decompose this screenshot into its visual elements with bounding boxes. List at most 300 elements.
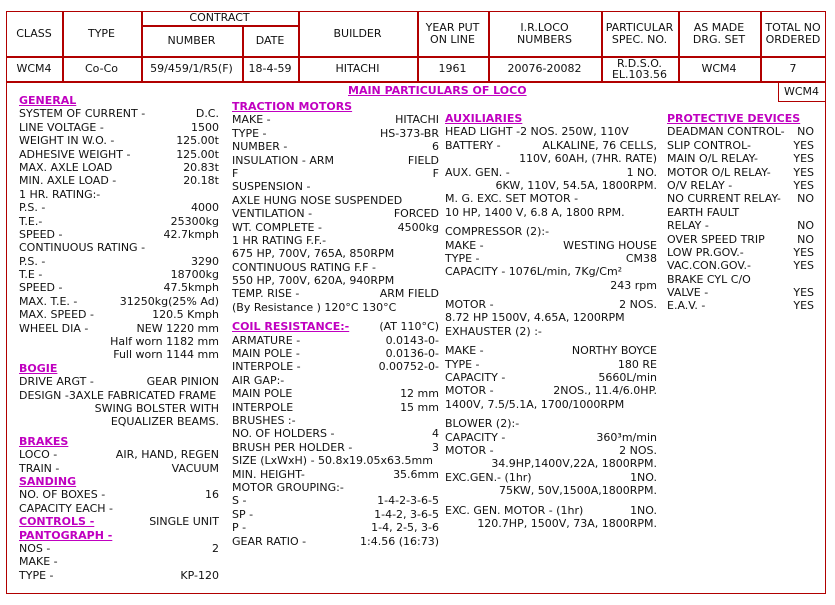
spec-label: NOS - [19,541,51,555]
spec-value: YES [793,178,814,192]
column-general [19,94,219,582]
spec-row [667,299,814,312]
section-heading: AUXILIARIES [445,112,523,125]
total-value: 7 [789,61,797,75]
spec-label: VAC.CON.GOV.- [667,259,751,273]
spec-row [19,402,219,415]
spec-label: CONTINUOUS RATING - [19,241,146,255]
column-traction-motors [232,100,439,548]
spec-row [19,389,219,402]
spec-row [19,228,219,241]
spec-row [19,475,219,488]
spec-row [667,219,814,232]
column-auxiliaries [445,112,657,530]
section-heading: GENERAL [19,94,77,107]
spec-value: AIR, HAND, REGEN [115,448,219,462]
spec-label: BRAKE CYL C/O [667,272,751,286]
spec-row [232,320,439,333]
spec-row [232,454,439,467]
spec-value: YES [793,259,814,273]
spec-row [19,121,219,134]
spec-label: MAIN POLE - [232,347,300,361]
spec-label: S - [232,494,247,508]
spec-label: INTERPOLE - [232,360,301,374]
spec-row [232,481,439,494]
spec-label: TYPE - [232,126,267,140]
spec-row [445,325,657,338]
spec-row [19,555,219,568]
spec-value: 1NO. [630,503,657,517]
section-heading: PANTOGRAPH - [19,528,113,542]
spec-row [667,259,814,272]
spec-value: 0.00752-0- [378,360,439,374]
spec-label: AUX. GEN. - [445,165,510,179]
spec-label: MIN. AXLE LOAD - [19,174,117,188]
spec-row [232,221,439,234]
spec-value: 2 NOS. [619,443,657,457]
spec-value: NO [797,125,814,139]
spec-label: AXLE HUNG NOSE SUSPENDED [232,193,403,207]
section-heading: TRACTION MOTORS [232,100,353,113]
spec-row [445,139,657,152]
spec-row [232,261,439,274]
spec-value: 0.0136-0- [385,347,439,361]
spec-label: EARTH FAULT [667,205,740,219]
spec-value: 15 mm [400,400,439,414]
spec-label: CAPACITY - [445,371,506,385]
spec-row [232,247,439,260]
spec-value: VACUUM [171,461,219,475]
spec-value: 1-4-2, 3-6-5 [374,507,439,521]
spec-row [19,488,219,501]
spec-row [19,335,219,348]
spec-row [232,360,439,373]
spec-value: F [432,166,439,180]
spec-row [667,179,814,192]
spec-label: HEAD LIGHT -2 NOS. 250W, 110V [445,125,629,139]
spec-row [19,362,219,375]
spec-value: KP-120 [180,568,219,582]
spec-label: GEAR RATIO - [232,534,307,548]
spec-label: DESIGN -3AXLE FABRICATED FRAME [19,388,217,402]
spec-value: 1-4-2-3-6-5 [377,494,439,508]
spec-row [445,279,657,292]
spec-value: 4000 [191,201,219,215]
spec-label: MOTOR O/L RELAY- [667,165,771,179]
spec-label: CAPACITY - [445,430,506,444]
spec-row [232,387,439,400]
spec-label: 1 HR. RATING:- [19,187,101,201]
spec-value: 20.83t [183,160,219,174]
spec-label: P.S. - [19,201,46,215]
spec-row [19,529,219,542]
spec-value: (AT 110°C) [379,320,439,334]
spec-value: 125.00t [176,147,219,161]
spec-label: T.E.- [19,214,43,228]
spec-row [667,192,814,205]
spec-label: INTERPOLE [232,400,294,414]
spec-value: CM38 [625,251,657,265]
spec-label: SIZE (LxWxH) - 50.8x19.05x63.5mm [232,454,433,468]
spec-value: YES [793,165,814,179]
spec-label: O/V RELAY - [667,178,733,192]
spec-value: NORTHY BOYCE [571,344,657,358]
spec-value: HS-373-BR [380,126,439,140]
spec-row [445,444,657,457]
spec-label: VALVE - [667,286,709,300]
spec-label: COMPRESSOR (2):- [445,225,550,239]
spec-label: ADHESIVE WEIGHT - [19,147,131,161]
spec-value: 42.7kmph [163,227,219,241]
spec-row [19,161,219,174]
number-value: 59/459/1/R5(F) [150,61,233,75]
spec-row [445,239,657,252]
spec-row [232,100,439,113]
spec-row [232,521,439,534]
builder-label: BUILDER [333,26,382,40]
spec-label: WT. COMPLETE - [232,220,322,234]
spec-label: SPEED - [19,281,63,295]
spec-value: GEAR PINION [146,375,219,389]
number-label: NUMBER [167,33,216,47]
spec-row [19,462,219,475]
spec-row [445,125,657,138]
spec-row [667,125,814,138]
spec-value: YES [793,138,814,152]
spec-value: 1NO. [630,470,657,484]
spec-label: NO CURRENT RELAY- [667,192,781,206]
spec-label: E.A.V. - [667,299,706,313]
spec-row [232,287,439,300]
spec-label: 8.72 HP 1500V, 4.65A, 1200RPM [445,311,625,325]
spec-label: AIR GAP:- [232,373,285,387]
spec-label: P.S. - [19,254,46,268]
drg-label: AS MADE DRG. SET [692,20,746,46]
spec-label: TYPE - [19,568,54,582]
spec-value: 6 [432,140,439,154]
spec-label: WEIGHT IN W.O. - [19,134,115,148]
spec-label: CAPACITY - 1076L/min, 7Kg/Cm² [445,265,623,279]
spec-row [445,112,657,125]
spec-row [667,112,814,125]
spec-label: P - [232,521,247,535]
spec-row [19,174,219,187]
section-heading: CONTROLS - [19,515,95,529]
type-value: Co-Co [85,61,118,75]
main-title: MAIN PARTICULARS OF LOCO [348,84,527,97]
spec-value: 125.00t [176,134,219,148]
spec-row [445,417,657,430]
spec-label: LINE VOLTAGE - [19,120,104,134]
spec-row [667,246,814,259]
spec-label: MAIN POLE [232,387,293,401]
spec-row [232,347,439,360]
spec-value: 47.5kmph [163,281,219,295]
spec-value: 1-4, 2-5, 3-6 [371,521,439,535]
spec-label: 1 HR RATING F.F.- [232,233,327,247]
spec-row [232,427,439,440]
spec-label: BRUSH PER HOLDER - [232,440,353,454]
spec-label: MAKE - [445,344,484,358]
spec-value: SINGLE UNIT [149,515,219,529]
spec-label: WHEEL DIA - [19,321,89,335]
spec-row [232,140,439,153]
spec-value: YES [793,245,814,259]
type-label: TYPE [87,26,116,40]
spec-row [445,431,657,444]
spec-row [19,375,219,388]
spec-row [19,542,219,555]
spec-row [19,134,219,147]
spec-label: ARMATURE - [232,333,301,347]
spec-row [19,107,219,120]
spec-label: BLOWER (2):- [445,417,520,431]
class-tag: WCM4 [784,85,820,98]
spec-label: MOTOR - [445,298,494,312]
spec-label: MAKE - [19,555,58,569]
spec-row [232,301,439,314]
spec-value: 5660L/min [598,371,657,385]
spec-row [667,152,814,165]
spec-value: Full worn 1144 mm [113,348,219,362]
spec-row [19,281,219,294]
spec-label: VENTILATION - [232,207,313,221]
spec-row [445,484,657,497]
spec-row [445,166,657,179]
spec-label: 675 HP, 700V, 765A, 850RPM [232,247,395,261]
year-value: 1961 [438,61,467,75]
class-value: WCM4 [16,61,52,75]
spec-label: (By Resistance ) 120°C 130°C [232,300,397,314]
spec-label: DRIVE ARGT - [19,375,94,389]
spec-value: 34.9HP,1400V,22A, 1800RPM. [491,457,657,471]
spec-label: 550 HP, 700V, 620A, 940RPM [232,274,395,288]
spec-label: SYSTEM OF CURRENT - [19,107,146,121]
spec-value: 6KW, 110V, 54.5A, 1800RPM. [495,178,657,192]
spec-value: WESTING HOUSE [563,238,657,252]
spec-row [445,358,657,371]
spec-value: 20.18t [183,174,219,188]
spec-row [232,113,439,126]
spec-value: R.D.S.O. EL.103.56 [611,56,668,81]
spec-label: OVER SPEED TRIP [667,232,765,246]
spec-row [19,435,219,448]
spec-row [445,192,657,205]
total-label: TOTAL NO ORDERED [765,20,821,46]
spec-value: HITACHI [395,113,439,127]
spec-value: D.C. [195,107,219,121]
spec-label: T.E - [19,268,43,282]
spec-label: BRUSHES :- [232,413,296,427]
spec-row [445,384,657,397]
spec-row [19,215,219,228]
spec-value: 16 [205,488,219,502]
date-value: 18-4-59 [248,61,292,75]
spec-value: 0.0143-0- [385,333,439,347]
spec-row [667,166,814,179]
spec-label: NO. OF HOLDERS - [232,427,335,441]
section-heading: BOGIE [19,361,58,375]
spec-label: INSULATION - ARM [232,153,335,167]
spec-value: SWING BOLSTER WITH [94,401,219,415]
spec-row [19,308,219,321]
spec-row [19,255,219,268]
spec-label: MOTOR - [445,384,494,398]
spec-label: BATTERY - [445,138,501,152]
spec-label: EXHAUSTER (2) :- [445,324,542,338]
spec-value: NO [797,219,814,233]
spec-value: 4 [432,427,439,441]
spec-row [19,241,219,254]
spec-value: ALKALINE, 76 CELLS, [542,138,657,152]
header-bottom [6,81,826,83]
spec-label: MAX. SPEED - [19,308,94,322]
spec-value: 1:4.56 (16:73) [360,534,439,548]
spec-row [19,94,219,107]
spec-row [19,322,219,335]
spec-row [19,188,219,201]
spec-label: F [232,166,239,180]
spec-row [19,295,219,308]
spec-label: TYPE - [445,357,480,371]
spec-label: TYPE - [445,251,480,265]
spec-value: Half worn 1182 mm [110,335,219,349]
section-heading: COIL RESISTANCE:- [232,320,350,334]
spec-value: YES [793,152,814,166]
spec-row [445,457,657,470]
spec-value: 1500 [191,120,219,134]
spec-label: RELAY - [667,219,709,233]
spec-value: 2 [212,541,219,555]
spec-label: MAKE - [232,113,271,127]
spec-row [232,194,439,207]
spec-label: MAIN O/L RELAY- [667,152,759,166]
spec-label: MIN. HEIGHT- [232,467,305,481]
spec-row [445,371,657,384]
spec-row [445,152,657,165]
drg-value: WCM4 [701,61,737,75]
spec-value: FIELD [407,153,439,167]
spec-value: NO [797,232,814,246]
spec-label: PARTICULAR SPEC. NO. [605,20,674,46]
spec-row [232,414,439,427]
spec-label: MAX. T.E. - [19,294,78,308]
spec-value: 25300kg [170,214,219,228]
spec-value: YES [793,286,814,300]
spec-row [445,298,657,311]
spec-value: 243 rpm [610,278,657,292]
spec-value: 3290 [191,254,219,268]
section-heading: BRAKES [19,434,69,448]
spec-label: MAKE - [445,238,484,252]
spec-row [232,334,439,347]
spec-value: ARM FIELD [379,287,439,301]
spec-value: 4500kg [397,220,439,234]
spec-value: NO [797,192,814,206]
spec-row [232,127,439,140]
spec-label: NUMBER - [232,140,288,154]
spec-row [445,517,657,530]
spec-row [232,494,439,507]
loco-label: I.R.LOCO NUMBERS [517,20,572,46]
spec-label: MAX. AXLE LOAD [19,160,113,174]
spec-row [232,154,439,167]
spec-row [232,508,439,521]
spec-label: DEADMAN CONTROL- [667,125,785,139]
spec-value: YES [793,299,814,313]
spec-row [667,286,814,299]
spec-row [232,401,439,414]
spec-row [19,415,219,428]
spec-value: 2NOS., 11.4/6.0HP. [553,384,657,398]
contract-label: CONTRACT [189,11,250,24]
spec-label: SLIP CONTROL- [667,138,751,152]
spec-value: 110V, 60AH, (7HR. RATE) [519,152,657,166]
spec-row [445,206,657,219]
spec-label: 10 HP, 1400 V, 6.8 A, 1800 RPM. [445,205,625,219]
spec-label: M. G. EXC. SET MOTOR - [445,192,579,206]
spec-label: LOCO - [19,448,58,462]
spec-label: CAPACITY EACH - [19,501,114,515]
spec-row [19,201,219,214]
spec-row [19,515,219,528]
spec-row [445,344,657,357]
spec-value: 180 RE [617,357,657,371]
spec-value: 35.6mm [393,467,439,481]
spec-row [445,471,657,484]
spec-value: 2 NOS. [619,298,657,312]
loco-value: 20076-20082 [507,61,582,75]
spec-row [19,502,219,515]
spec-label: MOTOR - [445,443,494,457]
header-table [6,11,826,82]
spec-label: LOW PR.GOV.- [667,245,744,259]
spec-label: EXC.GEN.- (1hr) [445,470,532,484]
spec-row [232,535,439,548]
spec-row [232,234,439,247]
spec-label: SUSPENSION - [232,180,311,194]
spec-row [19,448,219,461]
class-label: CLASS [16,26,52,40]
class-tag-box [778,82,826,102]
section-heading: PROTECTIVE DEVICES [667,112,801,125]
spec-value: 120.7HP, 1500V, 73A, 1800RPM. [477,516,657,530]
spec-row [667,139,814,152]
spec-label: SPEED - [19,227,63,241]
column-protective-devices [667,112,814,313]
spec-label: TEMP. RISE - [232,287,300,301]
spec-value: 360³m/min [596,430,657,444]
spec-row [232,468,439,481]
spec-row [19,348,219,361]
spec-row [667,273,814,286]
spec-row [232,167,439,180]
spec-label: TRAIN - [19,461,60,475]
spec-row [445,504,657,517]
spec-row [445,398,657,411]
spec-row [445,225,657,238]
spec-label: SP - [232,507,254,521]
spec-value: 18700kg [170,268,219,282]
spec-row [445,311,657,324]
spec-row [445,252,657,265]
date-label: DATE [255,33,285,47]
spec-value: 120.5 Kmph [152,308,219,322]
spec-value: 12 mm [400,387,439,401]
spec-row [232,207,439,220]
spec-row [19,268,219,281]
spec-label: NO. OF BOXES - [19,488,106,502]
